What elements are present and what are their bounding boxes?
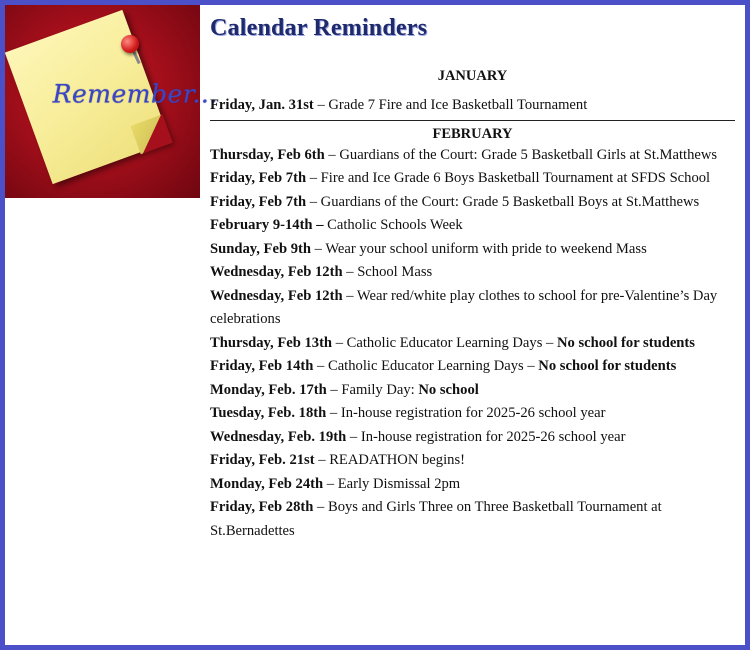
entry-date: Friday, Feb 14th	[210, 358, 314, 374]
calendar-entry	[210, 402, 735, 426]
entry-date: Friday, Feb 7th	[210, 170, 307, 186]
entry-text: – Fire and Ice Grade 6 Boys Basketball Tournament at SFDS School	[306, 170, 711, 186]
entry-text: – Guardians of the Court: Grade 5 Basketball Boys at St.Matthews	[306, 193, 700, 210]
entry-date: Friday, Feb 7th	[210, 193, 307, 210]
calendar-entry	[210, 261, 735, 285]
entry-text: – Catholic Educator Learning Days –	[313, 358, 539, 374]
calendar-content	[210, 13, 735, 543]
sticky-note	[5, 10, 218, 184]
entry-text: – Boys and Girls Three on Three Basketball Tournament at St.Bernadettes	[210, 499, 662, 539]
entry-date: Friday, Jan. 31st	[210, 97, 314, 113]
entry-text: – Family Day:	[326, 381, 419, 398]
month-heading-january: JANUARY	[437, 68, 508, 84]
entry-text: – Catholic Educator Learning Days –	[332, 334, 557, 351]
calendar-entry	[210, 191, 735, 215]
entry-date: Friday, Feb. 21st	[210, 452, 315, 468]
calendar-entry	[210, 332, 735, 356]
entry-emphasis: No school for students	[556, 334, 695, 351]
note-curl	[131, 114, 173, 154]
entry-date: Thursday, Feb 13th	[210, 334, 333, 351]
page-title: Calendar Reminders	[210, 15, 428, 41]
entry-date: Friday, Feb 28th	[210, 499, 314, 515]
calendar-entry	[210, 426, 735, 450]
entry-text: – Guardians of the Court: Grade 5 Basketball Girls at St.Matthews	[324, 146, 718, 163]
february-entries	[210, 144, 735, 544]
page-frame	[5, 5, 745, 645]
calendar-entry	[210, 167, 735, 191]
entry-date: Tuesday, Feb. 18th	[210, 405, 327, 421]
calendar-entry	[210, 496, 735, 543]
entry-date: Sunday, Feb 9th	[210, 240, 311, 257]
entry-text: – In-house registration for 2025-26 school year	[326, 405, 606, 421]
entry-emphasis: No school for students	[538, 358, 677, 374]
entry-date: Monday, Feb. 17th	[210, 381, 327, 398]
entry-date: Wednesday, Feb 12th	[210, 287, 343, 304]
entry-date: February 9-14th –	[210, 217, 324, 233]
calendar-entry	[210, 379, 735, 403]
entry-text: – School Mass	[342, 264, 433, 280]
entry-emphasis: No school	[418, 381, 479, 398]
calendar-entry	[210, 449, 735, 473]
calendar-entry	[210, 355, 735, 379]
entry-date: Thursday, Feb 6th	[210, 146, 325, 163]
section-divider	[210, 120, 735, 121]
entry-text: – Wear red/white play clothes to school for pre-Valentine’s Day celebrations	[210, 287, 718, 327]
calendar-entry	[210, 285, 735, 332]
remember-text: Remember...	[52, 79, 218, 109]
calendar-entry	[210, 473, 735, 497]
calendar-entry	[210, 214, 735, 238]
entry-text: Catholic Schools Week	[323, 217, 463, 233]
month-heading-february: FEBRUARY	[432, 125, 513, 142]
entry-text: – READATHON begins!	[314, 452, 465, 468]
remember-note-image	[5, 5, 218, 198]
entry-text: – Grade 7 Fire and Ice Basketball Tournament	[313, 97, 588, 113]
pushpin-icon	[121, 35, 139, 53]
entry-date: Wednesday, Feb 12th	[210, 264, 343, 280]
entry-text: – In-house registration for 2025-26 school year	[346, 428, 626, 445]
entry-date: Monday, Feb 24th	[210, 475, 324, 492]
calendar-entry	[210, 94, 735, 118]
calendar-entry	[210, 238, 735, 262]
calendar-entry	[210, 144, 735, 168]
entry-date: Wednesday, Feb. 19th	[210, 428, 347, 445]
entry-text: – Early Dismissal 2pm	[323, 475, 461, 492]
entry-text: – Wear your school uniform with pride to weekend Mass	[310, 240, 647, 257]
